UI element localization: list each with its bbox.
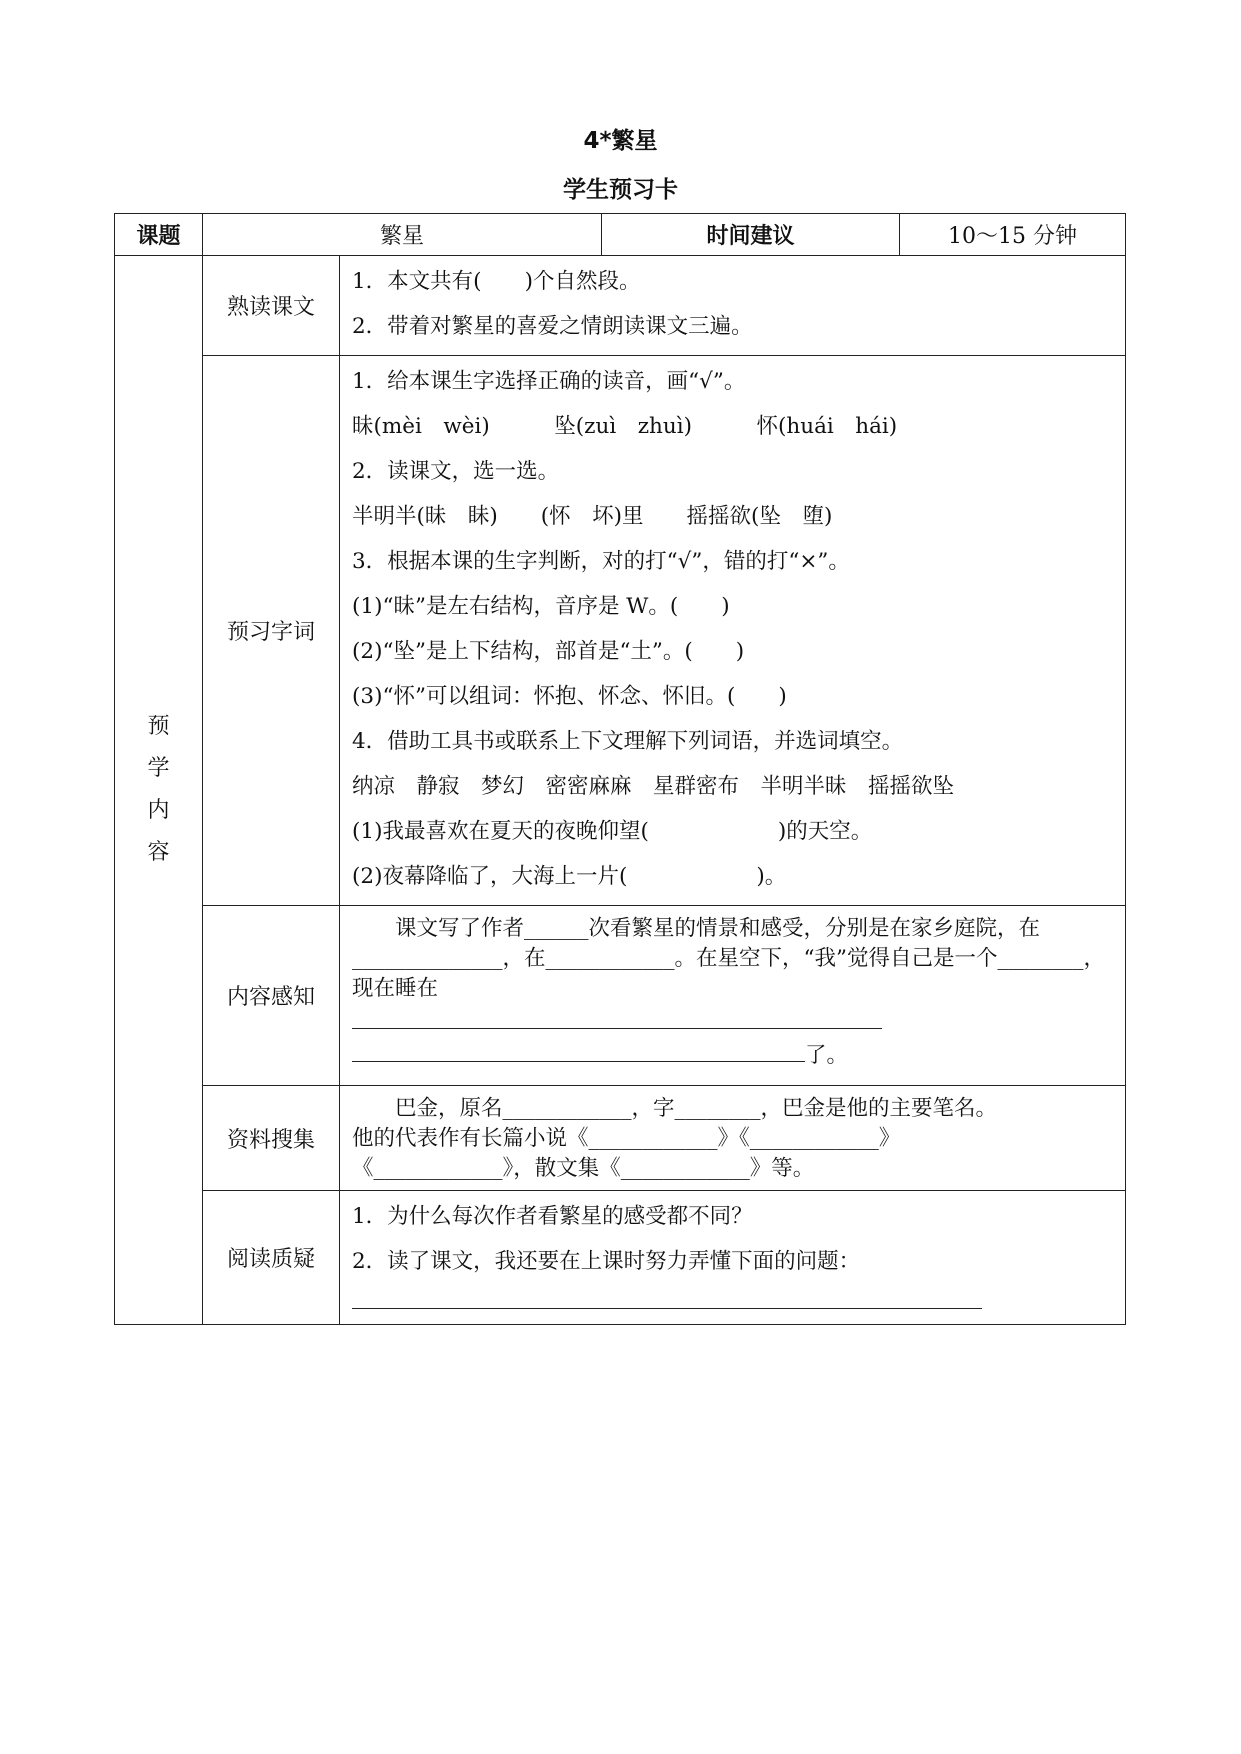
words-line: 1．给本课生字选择正确的读音，画“√”。: [352, 369, 746, 394]
row-perception: [115, 906, 1126, 1086]
read-line: 2．带着对繁星的喜爱之情朗读课文三遍。: [352, 314, 753, 339]
time-label: 时间建议: [602, 214, 900, 256]
header-row: [115, 214, 1126, 256]
row-questions: [115, 1191, 1126, 1325]
words-line: (1)“昧”是左右结构，音序是 W。( ): [352, 594, 730, 619]
words-line: 2．读课文，选一选。: [352, 459, 560, 484]
row-label-words: 预习字词: [203, 356, 340, 906]
topic-value: 繁星: [203, 214, 602, 256]
row-research: [115, 1086, 1126, 1191]
row-label-read: 熟读课文: [203, 256, 340, 356]
questions-content: [340, 1191, 1126, 1325]
row-label-perception: 内容感知: [203, 906, 340, 1086]
row-read: [115, 256, 1126, 356]
section-label: 预 学 内 容: [115, 256, 203, 1325]
perception-text: 课文写了作者______次看繁星的情景和感受，分别是在家乡庭院，在______________，在____________。在星空下，“我”觉得自己是一个________，现在睡在: [352, 916, 1105, 1001]
time-value: 10～15 分钟: [900, 214, 1126, 256]
card-title: 学生预习卡: [563, 177, 678, 203]
row-label-research: 资料搜集: [203, 1086, 340, 1191]
words-line: (1)我最喜欢在夏天的夜晚仰望( )的天空。: [352, 819, 873, 844]
words-line: 3．根据本课的生字判断，对的打“√”，错的打“×”。: [352, 549, 850, 574]
questions-line: 2．读了课文，我还要在上课时努力弄懂下面的问题：: [352, 1249, 861, 1274]
research-line: 他的代表作有长篇小说《____________》《____________》: [352, 1126, 901, 1151]
read-content: [340, 256, 1126, 356]
row-words: [115, 356, 1126, 906]
words-line: (2)夜幕降临了，大海上一片( )。: [352, 864, 787, 889]
row-label-questions: 阅读质疑: [203, 1191, 340, 1325]
words-line: (2)“坠”是上下结构，部首是“土”。( ): [352, 639, 745, 664]
words-line: (3)“怀”可以组词：怀抱、怀念、怀旧。( ): [352, 684, 787, 709]
words-line: 昧(mèi wèi) 坠(zuì zhuì) 怀(huái hái): [352, 414, 898, 439]
answer-line-final: 了。: [352, 1039, 1115, 1071]
words-line: 纳凉 静寂 梦幻 密密麻麻 星群密布 半明半昧 摇摇欲坠: [352, 774, 955, 799]
words-content: [340, 356, 1126, 906]
preview-card-table: [114, 213, 1126, 1325]
research-line: 《____________》，散文集《____________》等。: [352, 1156, 815, 1181]
words-line: 半明半(昧 眛) (怀 坏)里 摇摇欲(坠 堕): [352, 504, 833, 529]
answer-line: [352, 1284, 982, 1309]
lesson-title: 4*繁星: [583, 128, 658, 154]
research-line: 巴金，原名____________，字________，巴金是他的主要笔名。: [395, 1096, 998, 1121]
words-line: 4．借助工具书或联系上下文理解下列词语，并选词填空。: [352, 729, 904, 754]
research-content: [340, 1086, 1126, 1191]
perception-content: [340, 906, 1126, 1086]
questions-line: 1．为什么每次作者看繁星的感受都不同？: [352, 1204, 753, 1229]
answer-line: [352, 1004, 882, 1029]
topic-label: 课题: [115, 214, 203, 256]
read-line: 1．本文共有( )个自然段。: [352, 269, 641, 294]
